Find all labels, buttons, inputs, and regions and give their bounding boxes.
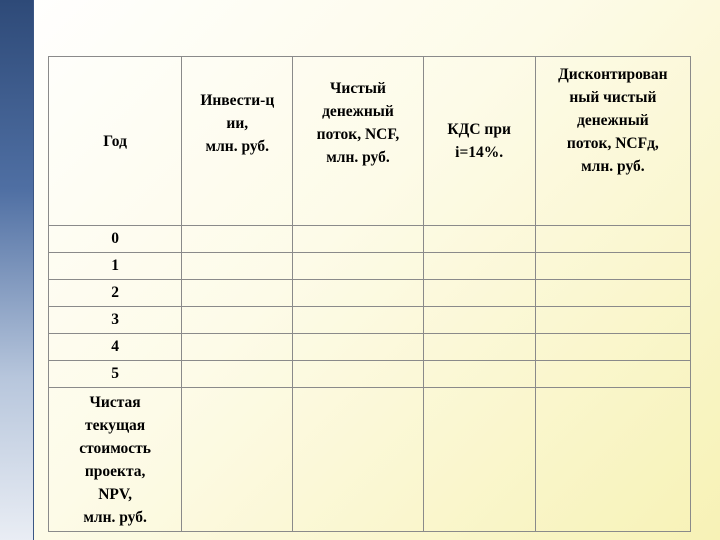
- kds-cell: [423, 361, 535, 388]
- npv-row: [49, 388, 691, 532]
- dncf-cell: [535, 226, 690, 253]
- cash-flow-table: [48, 56, 691, 532]
- table-row: [49, 334, 691, 361]
- year-cell: 2: [49, 280, 182, 307]
- investment-cell: [182, 388, 293, 532]
- year-cell: 3: [49, 307, 182, 334]
- ncf-cell: [293, 334, 423, 361]
- left-decor-line: [33, 0, 34, 540]
- dncf-cell: [535, 334, 690, 361]
- investment-cell: [182, 226, 293, 253]
- ncf-cell: [293, 361, 423, 388]
- dncf-cell: [535, 307, 690, 334]
- header-investments: Инвести-ц ии, млн. руб.: [182, 57, 293, 226]
- left-decor-bar: [0, 0, 33, 540]
- investment-cell: [182, 253, 293, 280]
- ncf-cell: [293, 226, 423, 253]
- header-year: Год: [49, 57, 182, 226]
- header-dncf: Дисконтирован ный чистый денежный поток, NCFд, млн. руб.: [535, 57, 690, 226]
- kds-cell: [423, 280, 535, 307]
- investment-cell: [182, 334, 293, 361]
- ncf-cell: [293, 253, 423, 280]
- year-cell: 1: [49, 253, 182, 280]
- kds-cell: [423, 307, 535, 334]
- kds-cell: [423, 388, 535, 532]
- dncf-cell: [535, 361, 690, 388]
- kds-cell: [423, 334, 535, 361]
- table-row: [49, 253, 691, 280]
- ncf-cell: [293, 307, 423, 334]
- npv-label: Чистая текущая стоимость проекта, NPV, млн. руб.: [49, 388, 182, 532]
- header-kds: КДС при i=14%.: [423, 57, 535, 226]
- dncf-cell: [535, 253, 690, 280]
- year-cell: 4: [49, 334, 182, 361]
- year-cell: 0: [49, 226, 182, 253]
- header-row: [49, 57, 691, 226]
- investment-cell: [182, 361, 293, 388]
- investment-cell: [182, 280, 293, 307]
- year-cell: 5: [49, 361, 182, 388]
- dncf-cell: [535, 280, 690, 307]
- kds-cell: [423, 253, 535, 280]
- ncf-cell: [293, 388, 423, 532]
- table-row: [49, 226, 691, 253]
- table-row: [49, 307, 691, 334]
- ncf-cell: [293, 280, 423, 307]
- kds-cell: [423, 226, 535, 253]
- table-row: [49, 361, 691, 388]
- dncf-cell: [535, 388, 690, 532]
- table-row: [49, 280, 691, 307]
- investment-cell: [182, 307, 293, 334]
- header-ncf: Чистый денежный поток, NCF, млн. руб.: [293, 57, 423, 226]
